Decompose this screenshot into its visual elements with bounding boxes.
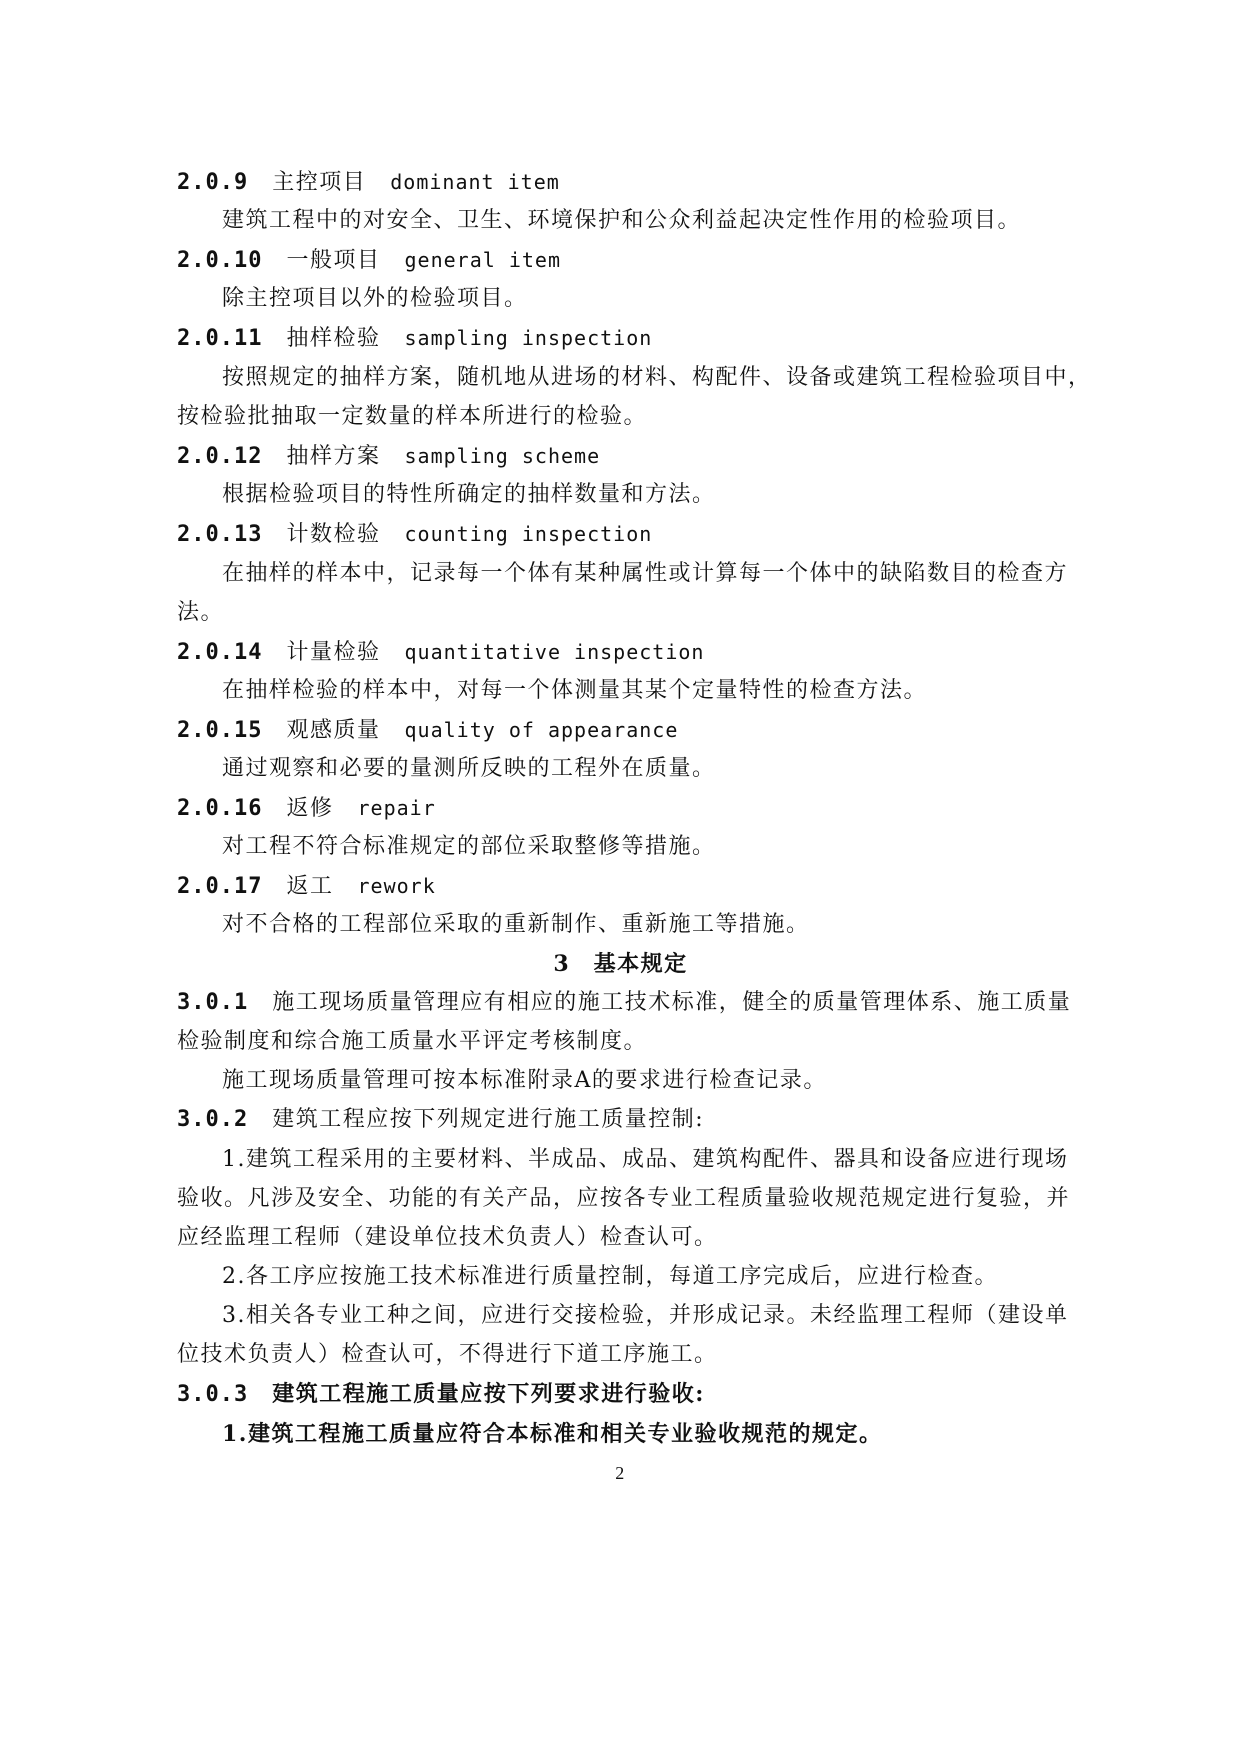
term-definition: 在抽样检验的样本中，对每一个体测量其某个定量特性的检查方法。 bbox=[222, 678, 928, 703]
list-item-1: 1.建筑工程采用的主要材料、半成品、成品、建筑构配件、器具和设备应进行现场 bbox=[222, 1147, 1069, 1172]
term-english: counting inspection bbox=[404, 522, 653, 546]
list-item-1: 1.建筑工程施工质量应符合本标准和相关专业验收规范的规定。 bbox=[222, 1421, 883, 1447]
clause-3-0-3 bbox=[177, 1379, 705, 1410]
term-heading-2-0-14 bbox=[177, 637, 704, 668]
term-chinese: 计量检验 bbox=[286, 640, 381, 665]
clause-number: 2.0.9 bbox=[177, 170, 249, 195]
term-definition-continued: 法。 bbox=[177, 600, 225, 625]
list-item-1-continued: 验收。凡涉及安全、功能的有关产品，应按各专业工程质量验收规范规定进行复验，并 bbox=[177, 1186, 1071, 1211]
list-item-3: 3.相关各专业工种之间，应进行交接检验，并形成记录。未经监理工程师（建设单 bbox=[222, 1303, 1069, 1328]
term-definition: 除主控项目以外的检验项目。 bbox=[222, 286, 528, 311]
term-chinese: 计数检验 bbox=[286, 522, 381, 547]
term-heading-2-0-11 bbox=[177, 323, 652, 354]
term-heading-2-0-10 bbox=[177, 245, 561, 276]
term-english: sampling scheme bbox=[404, 444, 601, 468]
clause-number: 2.0.11 bbox=[177, 326, 263, 351]
clause-number: 3.0.2 bbox=[177, 1107, 249, 1132]
clause-number: 2.0.17 bbox=[177, 874, 263, 899]
term-english: quality of appearance bbox=[404, 718, 679, 742]
clause-text: 建筑工程应按下列规定进行施工质量控制: bbox=[272, 1107, 705, 1132]
term-chinese: 抽样方案 bbox=[286, 444, 381, 469]
term-heading-2-0-12 bbox=[177, 441, 600, 472]
term-english: dominant item bbox=[390, 170, 560, 194]
term-definition: 对工程不符合标准规定的部位采取整修等措施。 bbox=[222, 834, 716, 859]
term-chinese: 一般项目 bbox=[286, 248, 381, 273]
clause-3-0-1 bbox=[177, 988, 1071, 1018]
term-definition: 通过观察和必要的量测所反映的工程外在质量。 bbox=[222, 756, 716, 781]
term-english: repair bbox=[357, 796, 436, 820]
clause-number: 3.0.3 bbox=[177, 1382, 249, 1407]
clause-number: 2.0.12 bbox=[177, 444, 263, 469]
term-definition: 在抽样的样本中，记录每一个体有某种属性或计算每一个体中的缺陷数目的检查方 bbox=[222, 561, 1069, 586]
clause-3-0-2 bbox=[177, 1105, 704, 1135]
term-heading-2-0-17 bbox=[177, 871, 436, 902]
term-heading-2-0-15 bbox=[177, 715, 678, 746]
term-chinese: 观感质量 bbox=[286, 718, 381, 743]
term-definition: 根据检验项目的特性所确定的抽样数量和方法。 bbox=[222, 482, 716, 507]
term-chinese: 返修 bbox=[286, 796, 334, 821]
section-title: 3 基本规定 bbox=[553, 951, 688, 977]
list-item-1-continued: 应经监理工程师（建设单位技术负责人）检查认可。 bbox=[177, 1225, 718, 1250]
term-english: sampling inspection bbox=[404, 326, 653, 350]
term-definition-continued: 按检验批抽取一定数量的样本所进行的检验。 bbox=[177, 404, 648, 429]
term-definition: 对不合格的工程部位采取的重新制作、重新施工等措施。 bbox=[222, 912, 810, 937]
term-english: rework bbox=[357, 874, 436, 898]
term-heading-2-0-13 bbox=[177, 519, 652, 550]
term-english: quantitative inspection bbox=[404, 640, 705, 664]
clause-number: 3.0.1 bbox=[177, 990, 249, 1015]
clause-number: 2.0.10 bbox=[177, 248, 263, 273]
term-chinese: 主控项目 bbox=[272, 170, 367, 195]
term-english: general item bbox=[404, 248, 561, 272]
clause-number: 2.0.13 bbox=[177, 522, 263, 547]
term-chinese: 返工 bbox=[286, 874, 334, 899]
term-chinese: 抽样检验 bbox=[286, 326, 381, 351]
clause-number: 2.0.14 bbox=[177, 640, 263, 665]
clause-text: 建筑工程施工质量应按下列要求进行验收: bbox=[272, 1381, 705, 1407]
term-heading-2-0-16 bbox=[177, 793, 436, 824]
clause-text-continued: 检验制度和综合施工质量水平评定考核制度。 bbox=[177, 1029, 648, 1054]
term-definition: 建筑工程中的对安全、卫生、环境保护和公众利益起决定性作用的检验项目。 bbox=[222, 208, 1022, 233]
clause-paragraph: 施工现场质量管理可按本标准附录A的要求进行检查记录。 bbox=[222, 1068, 827, 1093]
term-definition: 按照规定的抽样方案，随机地从进场的材料、构配件、设备或建筑工程检验项目中， bbox=[222, 365, 1092, 390]
clause-number: 2.0.16 bbox=[177, 796, 263, 821]
list-item-2: 2.各工序应按施工技术标准进行质量控制，每道工序完成后，应进行检查。 bbox=[222, 1264, 998, 1289]
clause-text: 施工现场质量管理应有相应的施工技术标准，健全的质量管理体系、施工质量 bbox=[272, 990, 1072, 1015]
clause-number: 2.0.15 bbox=[177, 718, 263, 743]
list-item-3-continued: 位技术负责人）检查认可，不得进行下道工序施工。 bbox=[177, 1342, 718, 1367]
page-number: 2 bbox=[615, 1463, 626, 1483]
term-heading-2-0-9 bbox=[177, 167, 560, 198]
